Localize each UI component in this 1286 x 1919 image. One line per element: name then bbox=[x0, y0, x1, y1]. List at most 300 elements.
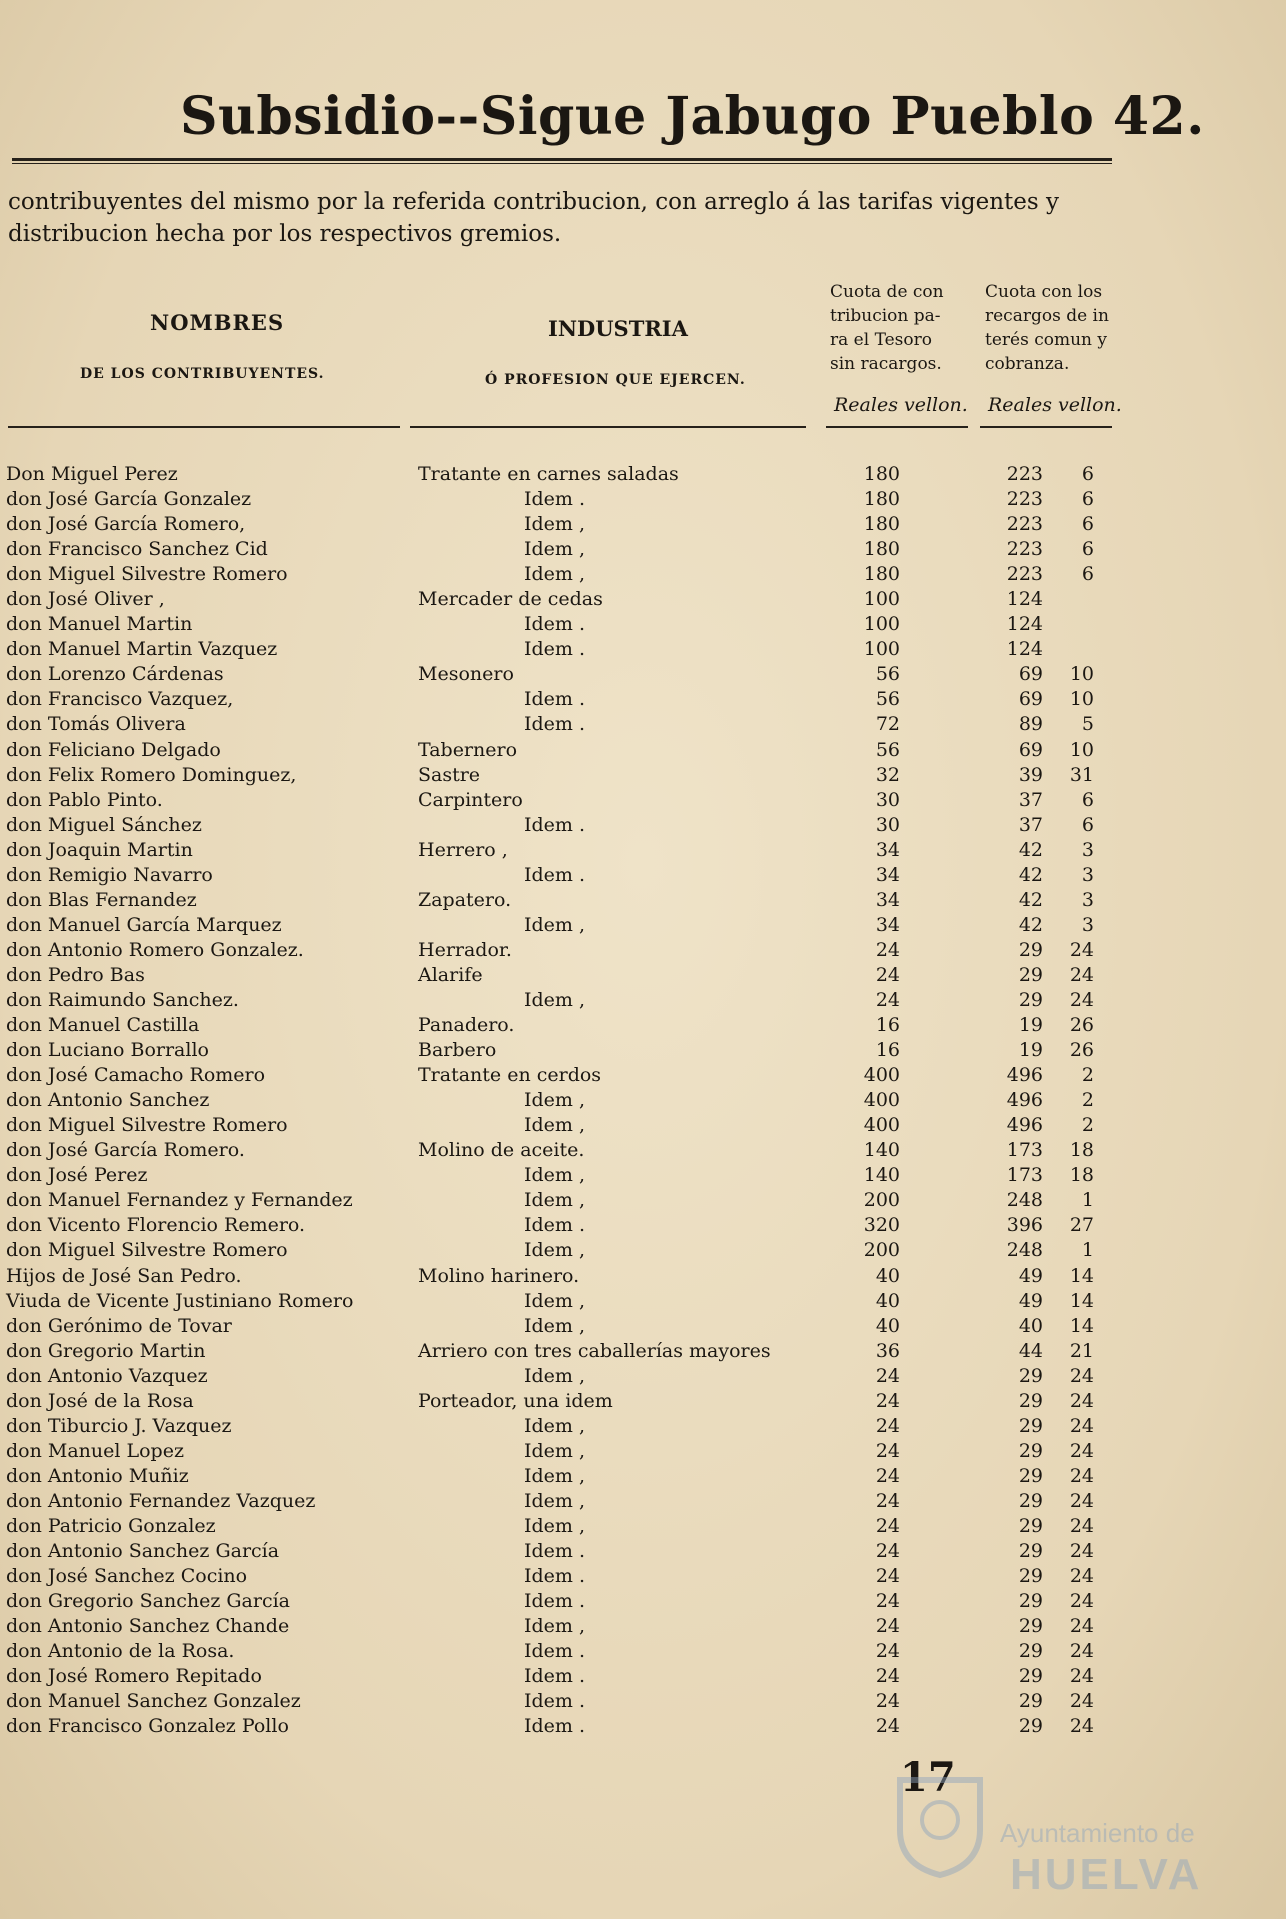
contributor-name: don Antonio Fernandez Vazquez bbox=[6, 1489, 316, 1512]
table-row bbox=[0, 1364, 1286, 1389]
recargo-fraction-cell: 24 bbox=[1069, 1540, 1094, 1563]
contributor-name: don José Camacho Romero bbox=[6, 1064, 266, 1087]
cuota-cell: 34 bbox=[875, 863, 900, 886]
cuota-cell: 140 bbox=[863, 1164, 900, 1187]
cuota-cell: 200 bbox=[863, 1189, 900, 1212]
recargo-fraction-cell: 24 bbox=[1069, 1364, 1094, 1387]
recargo-cell: 89 bbox=[1018, 713, 1043, 736]
recargo-cell: 29 bbox=[1018, 1665, 1043, 1688]
cuota-cell: 24 bbox=[875, 1464, 900, 1487]
recargo-cell: 223 bbox=[1006, 463, 1043, 485]
industry-cell: Mesonero bbox=[418, 663, 514, 686]
recargo-fraction-cell: 24 bbox=[1069, 938, 1094, 961]
table-row bbox=[0, 662, 1286, 687]
column-header-recargo: Cuota con los recargos de in terés comun y cobranza. bbox=[985, 282, 1109, 374]
industry-cell: Barbero bbox=[418, 1039, 497, 1062]
table-row bbox=[0, 1664, 1286, 1689]
header-rule-cuota bbox=[826, 426, 968, 428]
recargo-fraction-cell: 3 bbox=[1081, 888, 1094, 911]
city-shield-icon bbox=[890, 1770, 990, 1880]
cuota-cell: 200 bbox=[863, 1239, 900, 1262]
contributor-name: don Antonio Muñiz bbox=[6, 1464, 189, 1487]
recargo-cell: 29 bbox=[1018, 1389, 1043, 1412]
cuota-cell: 24 bbox=[875, 1615, 900, 1638]
contributor-name: don Antonio de la Rosa. bbox=[6, 1640, 235, 1663]
cuota-cell: 180 bbox=[863, 538, 900, 561]
contributor-name: don Francisco Gonzalez Pollo bbox=[6, 1715, 289, 1738]
industry-cell: Idem . bbox=[524, 1715, 586, 1738]
table-row bbox=[0, 1614, 1286, 1639]
recargo-cell: 248 bbox=[1006, 1239, 1043, 1262]
table-row bbox=[0, 637, 1286, 662]
industry-cell: Carpintero bbox=[418, 788, 523, 811]
cuota-cell: 32 bbox=[875, 763, 900, 786]
cuota-cell: 180 bbox=[863, 488, 900, 511]
contributor-name: don Manuel Fernandez y Fernandez bbox=[6, 1189, 353, 1212]
industry-cell: Idem . bbox=[524, 488, 586, 511]
recargo-fraction-cell: 10 bbox=[1069, 738, 1094, 761]
column-header-names: NOMBRES bbox=[150, 310, 285, 335]
recargo-cell: 37 bbox=[1018, 813, 1043, 836]
cuota-cell: 24 bbox=[875, 1540, 900, 1563]
industry-cell: Idem . bbox=[524, 638, 586, 661]
column-header-industry: INDUSTRIA bbox=[548, 316, 688, 341]
contributors-table bbox=[0, 462, 1286, 1739]
industry-cell: Idem , bbox=[524, 1189, 586, 1212]
table-row bbox=[0, 1138, 1286, 1163]
contributor-name: don Vicento Florencio Remero. bbox=[6, 1214, 306, 1237]
cuota-cell: 24 bbox=[875, 988, 900, 1011]
recargo-cell: 29 bbox=[1018, 1414, 1043, 1437]
table-row bbox=[0, 1113, 1286, 1138]
industry-cell: Idem . bbox=[524, 1665, 586, 1688]
cuota-cell: 140 bbox=[863, 1139, 900, 1162]
table-row bbox=[0, 763, 1286, 788]
contributor-name: don Blas Fernandez bbox=[6, 888, 197, 911]
recargo-fraction-cell: 24 bbox=[1069, 1389, 1094, 1412]
cuota-cell: 16 bbox=[875, 1014, 900, 1037]
contributor-name: don José Perez bbox=[6, 1164, 148, 1187]
column-subheader-industry: Ó PROFESION QUE EJERCEN. bbox=[485, 372, 746, 388]
table-row bbox=[0, 1439, 1286, 1464]
table-row bbox=[0, 1188, 1286, 1213]
recargo-cell: 42 bbox=[1018, 863, 1043, 886]
table-row bbox=[0, 988, 1286, 1013]
contributor-name: don José Romero Repitado bbox=[6, 1665, 262, 1688]
table-row bbox=[0, 788, 1286, 813]
cuota-cell: 16 bbox=[875, 1039, 900, 1062]
cuota-cell: 24 bbox=[875, 1389, 900, 1412]
recargo-fraction-cell: 14 bbox=[1069, 1264, 1094, 1287]
table-row bbox=[0, 612, 1286, 637]
column-subheader-names: DE LOS CONTRIBUYENTES. bbox=[80, 366, 325, 382]
industry-cell: Herrador. bbox=[418, 938, 512, 961]
recargo-fraction-cell: 24 bbox=[1069, 1590, 1094, 1613]
industry-cell: Zapatero. bbox=[418, 888, 512, 911]
recargo-fraction-cell: 21 bbox=[1069, 1339, 1094, 1362]
cuota-cell: 180 bbox=[863, 563, 900, 586]
recargo-cell: 19 bbox=[1018, 1014, 1043, 1037]
recargo-cell: 496 bbox=[1006, 1089, 1043, 1112]
cuota-cell: 24 bbox=[875, 1439, 900, 1462]
industry-cell: Idem . bbox=[524, 688, 586, 711]
industry-cell: Idem , bbox=[524, 988, 586, 1011]
recargo-fraction-cell: 26 bbox=[1069, 1039, 1094, 1062]
cuota-cell: 24 bbox=[875, 963, 900, 986]
recargo-cell: 29 bbox=[1018, 1439, 1043, 1462]
contributor-name: don Lorenzo Cárdenas bbox=[6, 663, 224, 686]
industry-cell: Idem . bbox=[524, 1640, 586, 1663]
recargo-cell: 29 bbox=[1018, 1565, 1043, 1588]
industry-cell: Idem , bbox=[524, 1364, 586, 1387]
contributor-name: don Francisco Vazquez, bbox=[6, 688, 234, 711]
contributor-name: Hijos de José San Pedro. bbox=[6, 1264, 242, 1287]
recargo-cell: 223 bbox=[1006, 513, 1043, 536]
recargo-cell: 29 bbox=[1018, 938, 1043, 961]
industry-cell: Porteador, una idem bbox=[418, 1389, 613, 1412]
contributor-name: don Manuel Martin bbox=[6, 613, 193, 636]
table-row bbox=[0, 1539, 1286, 1564]
recargo-cell: 173 bbox=[1006, 1139, 1043, 1162]
recargo-fraction-cell: 5 bbox=[1081, 713, 1094, 736]
contributor-name: don Patricio Gonzalez bbox=[6, 1514, 216, 1537]
recargo-cell: 29 bbox=[1018, 963, 1043, 986]
contributor-name: don Manuel Lopez bbox=[6, 1439, 184, 1462]
column-header-cuota: Cuota de con tribucion pa- ra el Tesoro sin racargos. bbox=[830, 282, 944, 374]
recargo-fraction-cell: 24 bbox=[1069, 1489, 1094, 1512]
cuota-cell: 180 bbox=[863, 513, 900, 536]
recargo-fraction-cell: 26 bbox=[1069, 1014, 1094, 1037]
table-row bbox=[0, 1038, 1286, 1063]
contributor-name: don Pablo Pinto. bbox=[6, 788, 163, 811]
table-row bbox=[0, 1339, 1286, 1364]
recargo-cell: 19 bbox=[1018, 1039, 1043, 1062]
recargo-fraction-cell: 24 bbox=[1069, 1514, 1094, 1537]
table-row bbox=[0, 963, 1286, 988]
recargo-fraction-cell: 6 bbox=[1081, 563, 1094, 586]
contributor-name: don Miguel Silvestre Romero bbox=[6, 1114, 288, 1137]
table-row bbox=[0, 1514, 1286, 1539]
cuota-cell: 40 bbox=[875, 1264, 900, 1287]
recargo-fraction-cell: 18 bbox=[1069, 1139, 1094, 1162]
watermark-line2: HUELVA bbox=[1010, 1850, 1203, 1899]
recargo-cell: 44 bbox=[1018, 1339, 1043, 1362]
recargo-fraction-cell: 6 bbox=[1081, 513, 1094, 536]
contributor-name: don Manuel Castilla bbox=[6, 1014, 200, 1037]
table-row bbox=[0, 537, 1286, 562]
industry-cell: Panadero. bbox=[418, 1014, 515, 1037]
recargo-cell: 42 bbox=[1018, 913, 1043, 936]
recargo-cell: 69 bbox=[1018, 663, 1043, 686]
industry-cell: Idem , bbox=[524, 1414, 586, 1437]
recargo-fraction-cell: 3 bbox=[1081, 913, 1094, 936]
table-row bbox=[0, 1088, 1286, 1113]
industry-cell: Idem . bbox=[524, 1214, 586, 1237]
cuota-cell: 30 bbox=[875, 813, 900, 836]
contributor-name: don Tiburcio J. Vazquez bbox=[6, 1414, 232, 1437]
cuota-cell: 100 bbox=[863, 613, 900, 636]
header-rule-industry bbox=[410, 426, 806, 428]
contributor-name: don Tomás Olivera bbox=[6, 713, 186, 736]
recargo-cell: 248 bbox=[1006, 1189, 1043, 1212]
recargo-cell: 223 bbox=[1006, 563, 1043, 586]
industry-cell: Tratante en cerdos bbox=[418, 1064, 602, 1087]
cuota-cell: 34 bbox=[875, 913, 900, 936]
industry-cell: Idem , bbox=[524, 1489, 586, 1512]
cuota-cell: 56 bbox=[875, 663, 900, 686]
industry-cell: Sastre bbox=[418, 763, 481, 786]
recargo-cell: 37 bbox=[1018, 788, 1043, 811]
header-rule-recargo bbox=[980, 426, 1112, 428]
contributor-name: don Antonio Sanchez bbox=[6, 1089, 210, 1112]
industry-cell: Idem . bbox=[524, 1590, 586, 1613]
industry-cell: Idem . bbox=[524, 713, 586, 736]
industry-cell: Idem . bbox=[524, 1690, 586, 1713]
table-row bbox=[0, 738, 1286, 763]
contributor-name: don Manuel Sanchez Gonzalez bbox=[6, 1690, 301, 1713]
industry-cell: Idem , bbox=[524, 913, 586, 936]
recargo-cell: 173 bbox=[1006, 1164, 1043, 1187]
table-row bbox=[0, 712, 1286, 737]
recargo-fraction-cell: 24 bbox=[1069, 1615, 1094, 1638]
cuota-cell: 100 bbox=[863, 638, 900, 661]
recargo-fraction-cell: 6 bbox=[1081, 813, 1094, 836]
contributor-name: don Remigio Navarro bbox=[6, 863, 213, 886]
cuota-cell: 24 bbox=[875, 938, 900, 961]
page-title: Subsidio--Sigue Jabugo Pueblo 42. bbox=[180, 86, 1205, 147]
industry-cell: Mercader de cedas bbox=[418, 588, 603, 611]
table-row bbox=[0, 1063, 1286, 1088]
industry-cell: Idem , bbox=[524, 563, 586, 586]
contributor-name: don Luciano Borrallo bbox=[6, 1039, 209, 1062]
industry-cell: Idem , bbox=[524, 1464, 586, 1487]
table-row bbox=[0, 1163, 1286, 1188]
table-row bbox=[0, 487, 1286, 512]
recargo-fraction-cell: 24 bbox=[1069, 1640, 1094, 1663]
recargo-fraction-cell: 24 bbox=[1069, 1715, 1094, 1738]
table-row bbox=[0, 1314, 1286, 1339]
industry-cell: Molino harinero. bbox=[418, 1264, 580, 1287]
cuota-cell: 100 bbox=[863, 588, 900, 611]
table-row bbox=[0, 1389, 1286, 1414]
recargo-fraction-cell: 27 bbox=[1069, 1214, 1094, 1237]
cuota-cell: 56 bbox=[875, 738, 900, 761]
table-row bbox=[0, 1589, 1286, 1614]
cuota-cell: 24 bbox=[875, 1514, 900, 1537]
column-unit-recargo: Reales vellon. bbox=[988, 394, 1122, 416]
cuota-cell: 40 bbox=[875, 1289, 900, 1312]
table-row bbox=[0, 1639, 1286, 1664]
cuota-cell: 400 bbox=[863, 1114, 900, 1137]
cuota-cell: 24 bbox=[875, 1665, 900, 1688]
industry-cell: Idem , bbox=[524, 1089, 586, 1112]
table-row bbox=[0, 462, 1286, 487]
recargo-cell: 29 bbox=[1018, 1640, 1043, 1663]
industry-cell: Molino de aceite. bbox=[418, 1139, 585, 1162]
industry-cell: Idem , bbox=[524, 1164, 586, 1187]
recargo-cell: 124 bbox=[1006, 613, 1043, 636]
cuota-cell: 40 bbox=[875, 1314, 900, 1337]
cuota-cell: 36 bbox=[875, 1339, 900, 1362]
contributor-name: don José García Gonzalez bbox=[6, 488, 252, 511]
table-row bbox=[0, 1013, 1286, 1038]
recargo-cell: 223 bbox=[1006, 538, 1043, 561]
industry-cell: Idem . bbox=[524, 613, 586, 636]
recargo-fraction-cell: 6 bbox=[1081, 788, 1094, 811]
recargo-cell: 29 bbox=[1018, 1489, 1043, 1512]
contributor-name: don José García Romero, bbox=[6, 513, 246, 536]
column-unit-cuota: Reales vellon. bbox=[834, 394, 968, 416]
table-row bbox=[0, 1564, 1286, 1589]
recargo-fraction-cell: 1 bbox=[1081, 1239, 1094, 1262]
contributor-name: don José de la Rosa bbox=[6, 1389, 194, 1412]
contributor-name: don José Oliver , bbox=[6, 588, 165, 611]
table-row bbox=[0, 587, 1286, 612]
recargo-fraction-cell: 2 bbox=[1081, 1064, 1094, 1087]
header-rule-names bbox=[8, 426, 400, 428]
cuota-cell: 24 bbox=[875, 1565, 900, 1588]
industry-cell: Idem , bbox=[524, 1289, 586, 1312]
industry-cell: Idem . bbox=[524, 1565, 586, 1588]
recargo-cell: 29 bbox=[1018, 1615, 1043, 1638]
cuota-cell: 24 bbox=[875, 1364, 900, 1387]
cuota-cell: 320 bbox=[863, 1214, 900, 1237]
table-row bbox=[0, 1689, 1286, 1714]
contributor-name: don Manuel García Marquez bbox=[6, 913, 282, 936]
recargo-fraction-cell: 3 bbox=[1081, 863, 1094, 886]
cuota-cell: 34 bbox=[875, 888, 900, 911]
recargo-cell: 29 bbox=[1018, 1590, 1043, 1613]
recargo-fraction-cell: 6 bbox=[1081, 538, 1094, 561]
recargo-cell: 396 bbox=[1006, 1214, 1043, 1237]
recargo-fraction-cell: 24 bbox=[1069, 1565, 1094, 1588]
title-rule bbox=[12, 158, 1112, 164]
cuota-cell: 30 bbox=[875, 788, 900, 811]
recargo-fraction-cell: 24 bbox=[1069, 963, 1094, 986]
cuota-cell: 24 bbox=[875, 1690, 900, 1713]
recargo-fraction-cell: 2 bbox=[1081, 1114, 1094, 1137]
recargo-cell: 49 bbox=[1018, 1289, 1043, 1312]
table-row bbox=[0, 913, 1286, 938]
recargo-cell: 29 bbox=[1018, 1690, 1043, 1713]
watermark-line1: Ayuntamiento de bbox=[1000, 1818, 1195, 1848]
recargo-cell: 42 bbox=[1018, 838, 1043, 861]
recargo-fraction-cell: 24 bbox=[1069, 1464, 1094, 1487]
contributor-name: don Antonio Sanchez Chande bbox=[6, 1615, 290, 1638]
cuota-cell: 24 bbox=[875, 1489, 900, 1512]
recargo-cell: 29 bbox=[1018, 988, 1043, 1011]
recargo-fraction-cell: 24 bbox=[1069, 1439, 1094, 1462]
contributor-name: don Francisco Sanchez Cid bbox=[6, 538, 268, 561]
recargo-cell: 69 bbox=[1018, 738, 1043, 761]
industry-cell: Tratante en carnes saladas bbox=[418, 463, 679, 485]
recargo-cell: 124 bbox=[1006, 588, 1043, 611]
contributor-name: don José Sanchez Cocino bbox=[6, 1565, 248, 1588]
recargo-fraction-cell: 3 bbox=[1081, 838, 1094, 861]
industry-cell: Idem , bbox=[524, 538, 586, 561]
recargo-fraction-cell: 10 bbox=[1069, 688, 1094, 711]
cuota-cell: 34 bbox=[875, 838, 900, 861]
cuota-cell: 24 bbox=[875, 1414, 900, 1437]
recargo-cell: 49 bbox=[1018, 1264, 1043, 1287]
industry-cell: Idem . bbox=[524, 863, 586, 886]
table-row bbox=[0, 1289, 1286, 1314]
table-row bbox=[0, 562, 1286, 587]
table-row bbox=[0, 938, 1286, 963]
recargo-fraction-cell: 18 bbox=[1069, 1164, 1094, 1187]
industry-cell: Idem , bbox=[524, 1439, 586, 1462]
table-row bbox=[0, 1264, 1286, 1289]
recargo-fraction-cell: 2 bbox=[1081, 1089, 1094, 1112]
recargo-fraction-cell: 24 bbox=[1069, 1665, 1094, 1688]
industry-cell: Arriero con tres caballerías mayores bbox=[418, 1339, 771, 1362]
table-row bbox=[0, 512, 1286, 537]
contributor-name: don Joaquin Martin bbox=[6, 838, 193, 861]
contributor-name: don Antonio Romero Gonzalez. bbox=[6, 938, 304, 961]
contributor-name: don Antonio Sanchez García bbox=[6, 1540, 280, 1563]
table-row bbox=[0, 838, 1286, 863]
industry-cell: Idem , bbox=[524, 1314, 586, 1337]
cuota-cell: 180 bbox=[863, 463, 900, 485]
industry-cell: Idem , bbox=[524, 513, 586, 536]
contributor-name: don Gregorio Martin bbox=[6, 1339, 206, 1362]
contributor-name: don Felix Romero Dominguez, bbox=[6, 763, 297, 786]
recargo-cell: 29 bbox=[1018, 1514, 1043, 1537]
huelva-watermark bbox=[880, 1730, 1210, 1899]
table-row bbox=[0, 863, 1286, 888]
cuota-cell: 400 bbox=[863, 1064, 900, 1087]
cuota-cell: 24 bbox=[875, 1715, 900, 1738]
recargo-cell: 496 bbox=[1006, 1064, 1043, 1087]
cuota-cell: 400 bbox=[863, 1089, 900, 1112]
industry-cell: Herrero , bbox=[418, 838, 508, 861]
cuota-cell: 24 bbox=[875, 1640, 900, 1663]
recargo-cell: 39 bbox=[1018, 763, 1043, 786]
contributor-name: don Miguel Silvestre Romero bbox=[6, 1239, 288, 1262]
intro-paragraph: contribuyentes del mismo por la referida contribucion, con arreglo á las tarifas vigentes y distribucion hecha por los respectivos gremios. bbox=[8, 189, 1059, 247]
table-row bbox=[0, 1489, 1286, 1514]
table-row bbox=[0, 1414, 1286, 1439]
table-row bbox=[0, 687, 1286, 712]
industry-cell: Idem . bbox=[524, 813, 586, 836]
industry-cell: Idem , bbox=[524, 1615, 586, 1638]
table-row bbox=[0, 1213, 1286, 1238]
recargo-fraction-cell: 31 bbox=[1069, 763, 1094, 786]
table-row bbox=[0, 813, 1286, 838]
cuota-cell: 72 bbox=[875, 713, 900, 736]
contributor-name: don Pedro Bas bbox=[6, 963, 145, 986]
contributor-name: don Miguel Silvestre Romero bbox=[6, 563, 288, 586]
contributor-name: don Feliciano Delgado bbox=[6, 738, 221, 761]
contributor-name: don Raimundo Sanchez. bbox=[6, 988, 239, 1011]
industry-cell: Idem , bbox=[524, 1114, 586, 1137]
recargo-cell: 496 bbox=[1006, 1114, 1043, 1137]
recargo-cell: 29 bbox=[1018, 1364, 1043, 1387]
cuota-cell: 56 bbox=[875, 688, 900, 711]
recargo-fraction-cell: 1 bbox=[1081, 1189, 1094, 1212]
recargo-fraction-cell: 6 bbox=[1081, 488, 1094, 511]
industry-cell: Alarife bbox=[418, 963, 483, 986]
recargo-cell: 29 bbox=[1018, 1464, 1043, 1487]
recargo-cell: 29 bbox=[1018, 1715, 1043, 1738]
contributor-name: don Manuel Martin Vazquez bbox=[6, 638, 278, 661]
recargo-fraction-cell: 14 bbox=[1069, 1314, 1094, 1337]
recargo-cell: 29 bbox=[1018, 1540, 1043, 1563]
recargo-fraction-cell: 24 bbox=[1069, 988, 1094, 1011]
cuota-cell: 24 bbox=[875, 1590, 900, 1613]
recargo-fraction-cell: 6 bbox=[1081, 463, 1094, 485]
industry-cell: Idem , bbox=[524, 1514, 586, 1537]
